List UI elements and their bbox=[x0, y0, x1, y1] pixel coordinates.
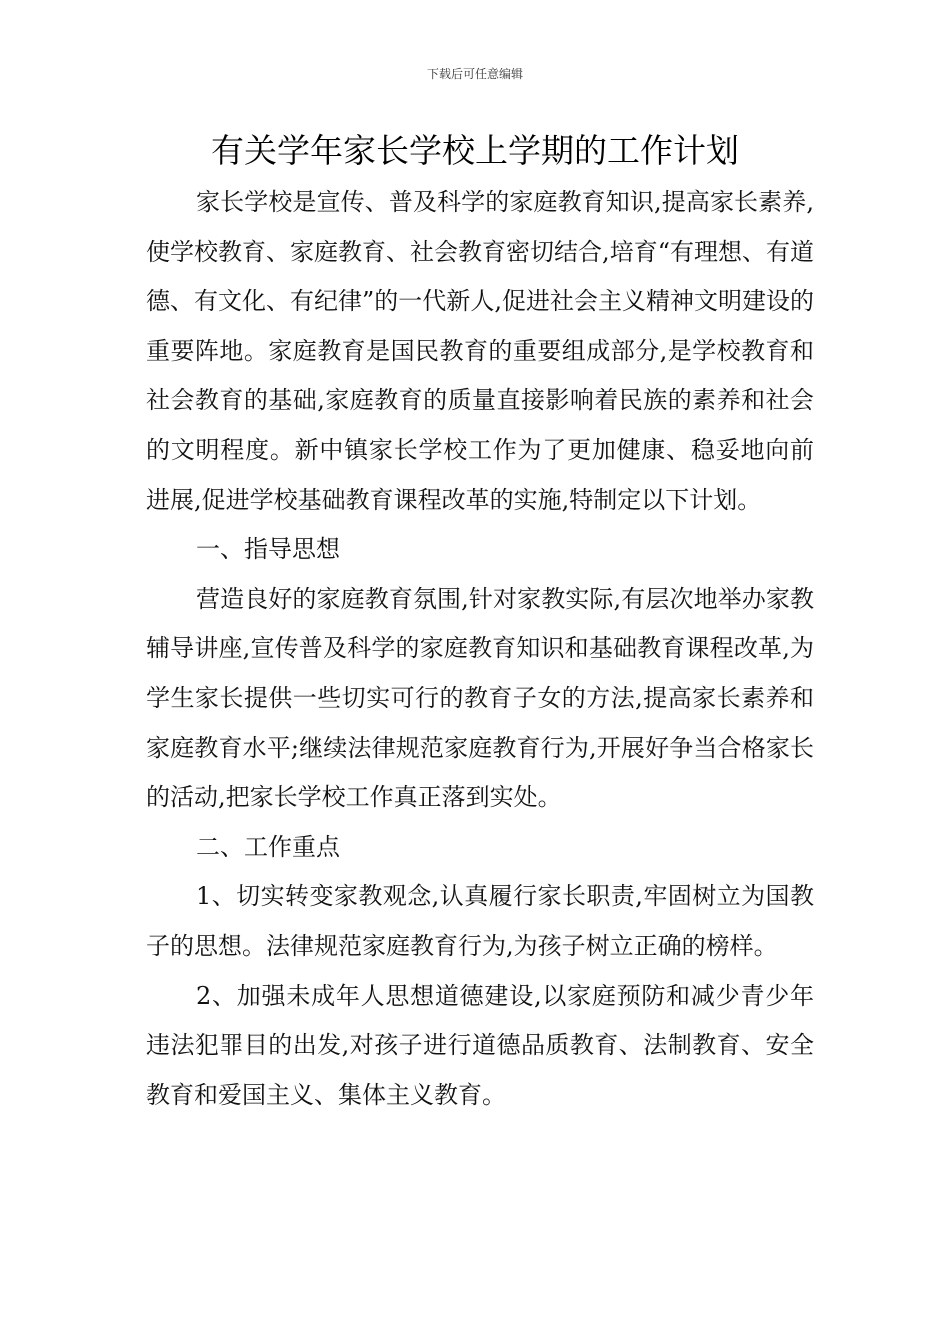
work-focus-item-2: 2、加强未成年人思想道德建设,以家庭预防和减少青少年违法犯罪目的出发,对孩子进行道德品质教育、法制教育、安全教育和爱国主义、集体主义教育。 bbox=[146, 981, 814, 1109]
work-focus-item-1: 1、切实转变家教观念,认真履行家长职责,牢固树立为国教子的思想。法律规范家庭教育行为,为孩子树立正确的榜样。 bbox=[146, 882, 814, 960]
section-heading-work-focus: 二、工作重点 bbox=[196, 832, 340, 861]
guiding-ideology-paragraph: 营造良好的家庭教育氛围,针对家教实际,有层次地举办家教辅导讲座,宣传普及科学的家庭教育知识和基础教育课程改革,为学生家长提供一些切实可行的教育子女的方法,提高家长素养和家庭教育水平;继续法律规范家庭教育行为,开展好争当合格家长的活动,把家长学校工作真正落到实处。 bbox=[146, 584, 814, 812]
intro-paragraph: 家长学校是宣传、普及科学的家庭教育知识,提高家长素养,使学校教育、家庭教育、社会教育密切结合,培育“有理想、有道德、有文化、有纪律”的一代新人,促进社会主义精神文明建设的重要阵地。家庭教育是国民教育的重要组成部分,是学校教育和社会教育的基础,家庭教育的质量直接影响着民族的素养和社会的文明程度。新中镇家长学校工作为了更加健康、稳妥地向前进展,促进学校基础教育课程改革的实施,特制定以下计划。 bbox=[146, 188, 814, 514]
document-title: 有关学年家长学校上学期的工作计划 bbox=[211, 131, 739, 170]
header-note: 下载后可任意编辑 bbox=[426, 67, 523, 81]
document-body bbox=[146, 178, 814, 1120]
section-heading-guiding-ideology: 一、指导思想 bbox=[196, 535, 340, 564]
